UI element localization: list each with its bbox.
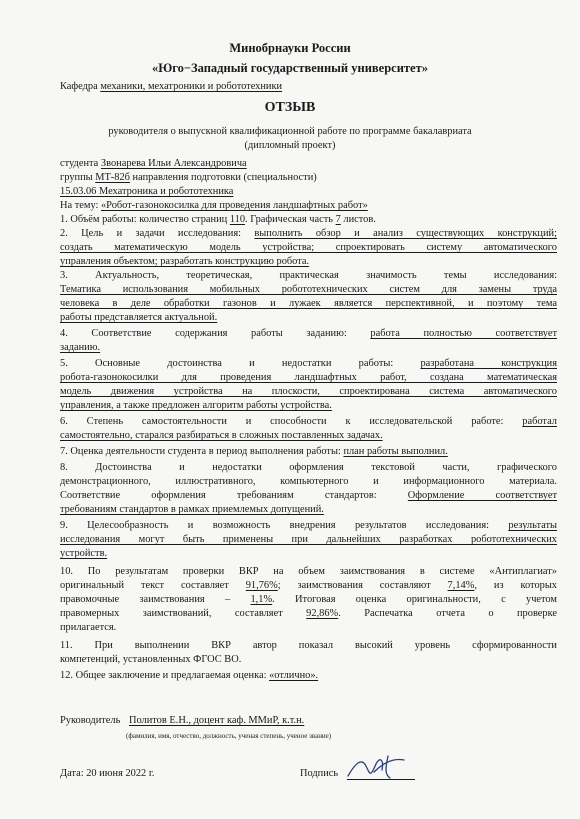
- item-5-label: 5. Основные достоинства и недостатки работы:: [60, 358, 421, 369]
- student-line: [60, 158, 247, 170]
- supervisor-caption: (фамилия, имя, отчество, должность, ученая степень, ученое звание): [126, 732, 332, 740]
- item-1-label: 1. Объём работы: количество страниц: [60, 214, 230, 225]
- item-3-line-4: работы представляется актуальной.: [60, 312, 218, 323]
- item-1-graphic: . Графическая часть: [245, 214, 336, 225]
- university-heading: «Юго−Западный государственный университет»: [151, 61, 428, 75]
- topic-title: «Робот-газонокосилка для проведения ландшафтных работ»: [100, 200, 368, 211]
- item-4-answer: работа полностью соответствует: [370, 328, 558, 339]
- item-9-answer: результаты: [508, 520, 557, 531]
- ministry-heading: Минобрнауки России: [229, 41, 351, 55]
- item-2-line-1: [60, 228, 557, 240]
- item-8-line-4: требованиям стандартов в рамках приемлемых допущений.: [60, 504, 324, 515]
- item-3-line-3: человека в деле обработки газонов и лужаек является перспективной, и поэтому тема: [60, 298, 557, 309]
- item-3-line-2: Тематика использования мобильных робототехнических систем для замены труда: [60, 284, 557, 295]
- item-5-line-1: [60, 358, 557, 370]
- item-9-label: 9. Целесообразность и возможность внедрения результатов исследования:: [60, 520, 509, 531]
- item-8-label: Соответствие оформления требованиям стандартов:: [60, 490, 408, 501]
- item-4-line-1: [60, 328, 557, 340]
- item-8-line-1: 8. Достоинства и недостатки оформления текстовой части, графического: [60, 462, 557, 473]
- item-4-line-2: заданию.: [60, 342, 101, 353]
- total-originality-percent: 92,86%: [306, 608, 339, 619]
- department-line: [60, 81, 282, 93]
- item-11-line-2: компетенций, установленных ФГОС ВО.: [60, 654, 242, 665]
- group-number: МТ-82б: [95, 172, 130, 183]
- item-5-line-3: модель движения устройства на плоскости, спроектирована система автоматического: [60, 386, 557, 397]
- item-7: [60, 446, 448, 458]
- borrowed-percent: 7,14%: [447, 580, 475, 591]
- topic-prefix: На тему:: [60, 200, 101, 211]
- item-5-line-4: управления, а также предложен алгоритм работы устройства.: [60, 400, 332, 411]
- item-8-line-2: демонстрационного, иллюстративного, компьютерного и информационного материала.: [60, 476, 557, 487]
- item-10-report-text: . Распечатка отчета о проверке: [338, 608, 557, 619]
- direction-line: 15.03.06 Мехатроника и робототехника: [60, 186, 234, 197]
- item-1-end: листов.: [340, 214, 376, 225]
- item-2-line-2: создать математическую модель устройства; спроектировать систему автоматического: [60, 242, 557, 253]
- item-9-line-1: [60, 520, 557, 532]
- item-10-borrowed-label: ; заимствования составляют: [277, 580, 448, 591]
- handwritten-signature: [344, 752, 414, 782]
- item-10-line-2: [60, 580, 557, 592]
- item-6-line-1: [60, 416, 557, 428]
- signature-label: Подпись: [300, 768, 339, 779]
- item-12-label: 12. Общее заключение и предлагаемая оценка:: [60, 670, 270, 681]
- item-8-line-3: [60, 490, 557, 502]
- item-6-answer: работал: [522, 416, 557, 427]
- item-6-label: 6. Степень самостоятельности и способности к исследовательской работе:: [60, 416, 523, 427]
- item-2-label: 2. Цель и задачи исследования:: [60, 228, 255, 239]
- item-3-line-1: 3. Актуальность, теоретическая, практическая значимость темы исследования:: [60, 270, 557, 281]
- item-10-lawful-label: правомочные заимствования –: [60, 594, 251, 605]
- student-prefix: студента: [60, 158, 101, 169]
- supervisor-name: Политов Е.Н., доцент каф. ММиР, к.т.н.: [128, 715, 305, 726]
- item-7-label: 7. Оценка деятельности студента в период выполнения работы:: [60, 446, 344, 457]
- item-10-line-5: прилагается.: [60, 622, 117, 633]
- item-2-answer: выполнить обзор и анализ существующих конструкций;: [254, 228, 557, 239]
- original-percent: 91,76%: [245, 580, 278, 591]
- date-line: Дата: 20 июня 2022 г.: [60, 768, 155, 779]
- item-10-original-label: оригинальный текст составляет: [60, 580, 246, 591]
- item-12: [60, 670, 318, 682]
- item-10-text: , из которых: [474, 580, 558, 591]
- item-4-label: 4. Соответствие содержания работы заданию:: [60, 328, 371, 339]
- item-9-line-3: устройств.: [60, 548, 108, 559]
- item-10-total-label: правомерных заимствований, составляет: [60, 608, 307, 619]
- item-10-line-1: 10. По результатам проверки ВКР на объем заимствования в системе «Антиплагиат»: [60, 566, 557, 577]
- final-grade: «отлично».: [269, 670, 319, 681]
- item-10-line-4: [60, 608, 557, 620]
- item-5-answer: разработана конструкция: [420, 358, 558, 369]
- supervisor-line: [60, 715, 304, 727]
- department-name: механики, мехатроники и робототехники: [100, 81, 283, 92]
- supervisor-label: Руководитель: [60, 715, 121, 726]
- group-suffix: направления подготовки (специальности): [129, 172, 317, 183]
- item-2-line-3: управления объектом; разработать конструкцию робота.: [60, 256, 310, 267]
- item-5-line-2: робота-газонокосилки для проведения ландшафтных работ, создана математическая: [60, 372, 557, 383]
- item-1: [60, 214, 376, 226]
- item-6-line-2: самостоятельно, старался разбираться в сложных поставленных задачах.: [60, 430, 383, 441]
- document-subtitle-type: (дипломный проект): [244, 140, 336, 151]
- item-7-answer: план работы выполнил.: [343, 446, 448, 457]
- item-10-line-3: [60, 594, 557, 606]
- item-10-final-label: . Итоговая оценка оригинальности, с учетом: [272, 594, 558, 605]
- student-name: Звонарева Ильи Александровича: [100, 158, 247, 169]
- department-prefix: Кафедра: [60, 81, 101, 92]
- page-count: 110: [229, 214, 246, 225]
- sheet-count: 7: [335, 214, 341, 225]
- item-11-line-1: 11. При выполнении ВКР автор показал высокий уровень сформированности: [60, 640, 557, 651]
- lawful-percent: 1,1%: [250, 594, 273, 605]
- document-subtitle: руководителя о выпускной квалификационной работе по программе бакалавриата: [108, 126, 472, 137]
- group-prefix: группы: [60, 172, 96, 183]
- item-8-answer: Оформление соответствует: [407, 490, 557, 501]
- topic-line: [60, 200, 368, 212]
- item-9-line-2: исследования могут быть применены при дальнейших разработках робототехнических: [60, 534, 557, 545]
- group-line: [60, 172, 317, 184]
- document-title: ОТЗЫВ: [264, 100, 316, 115]
